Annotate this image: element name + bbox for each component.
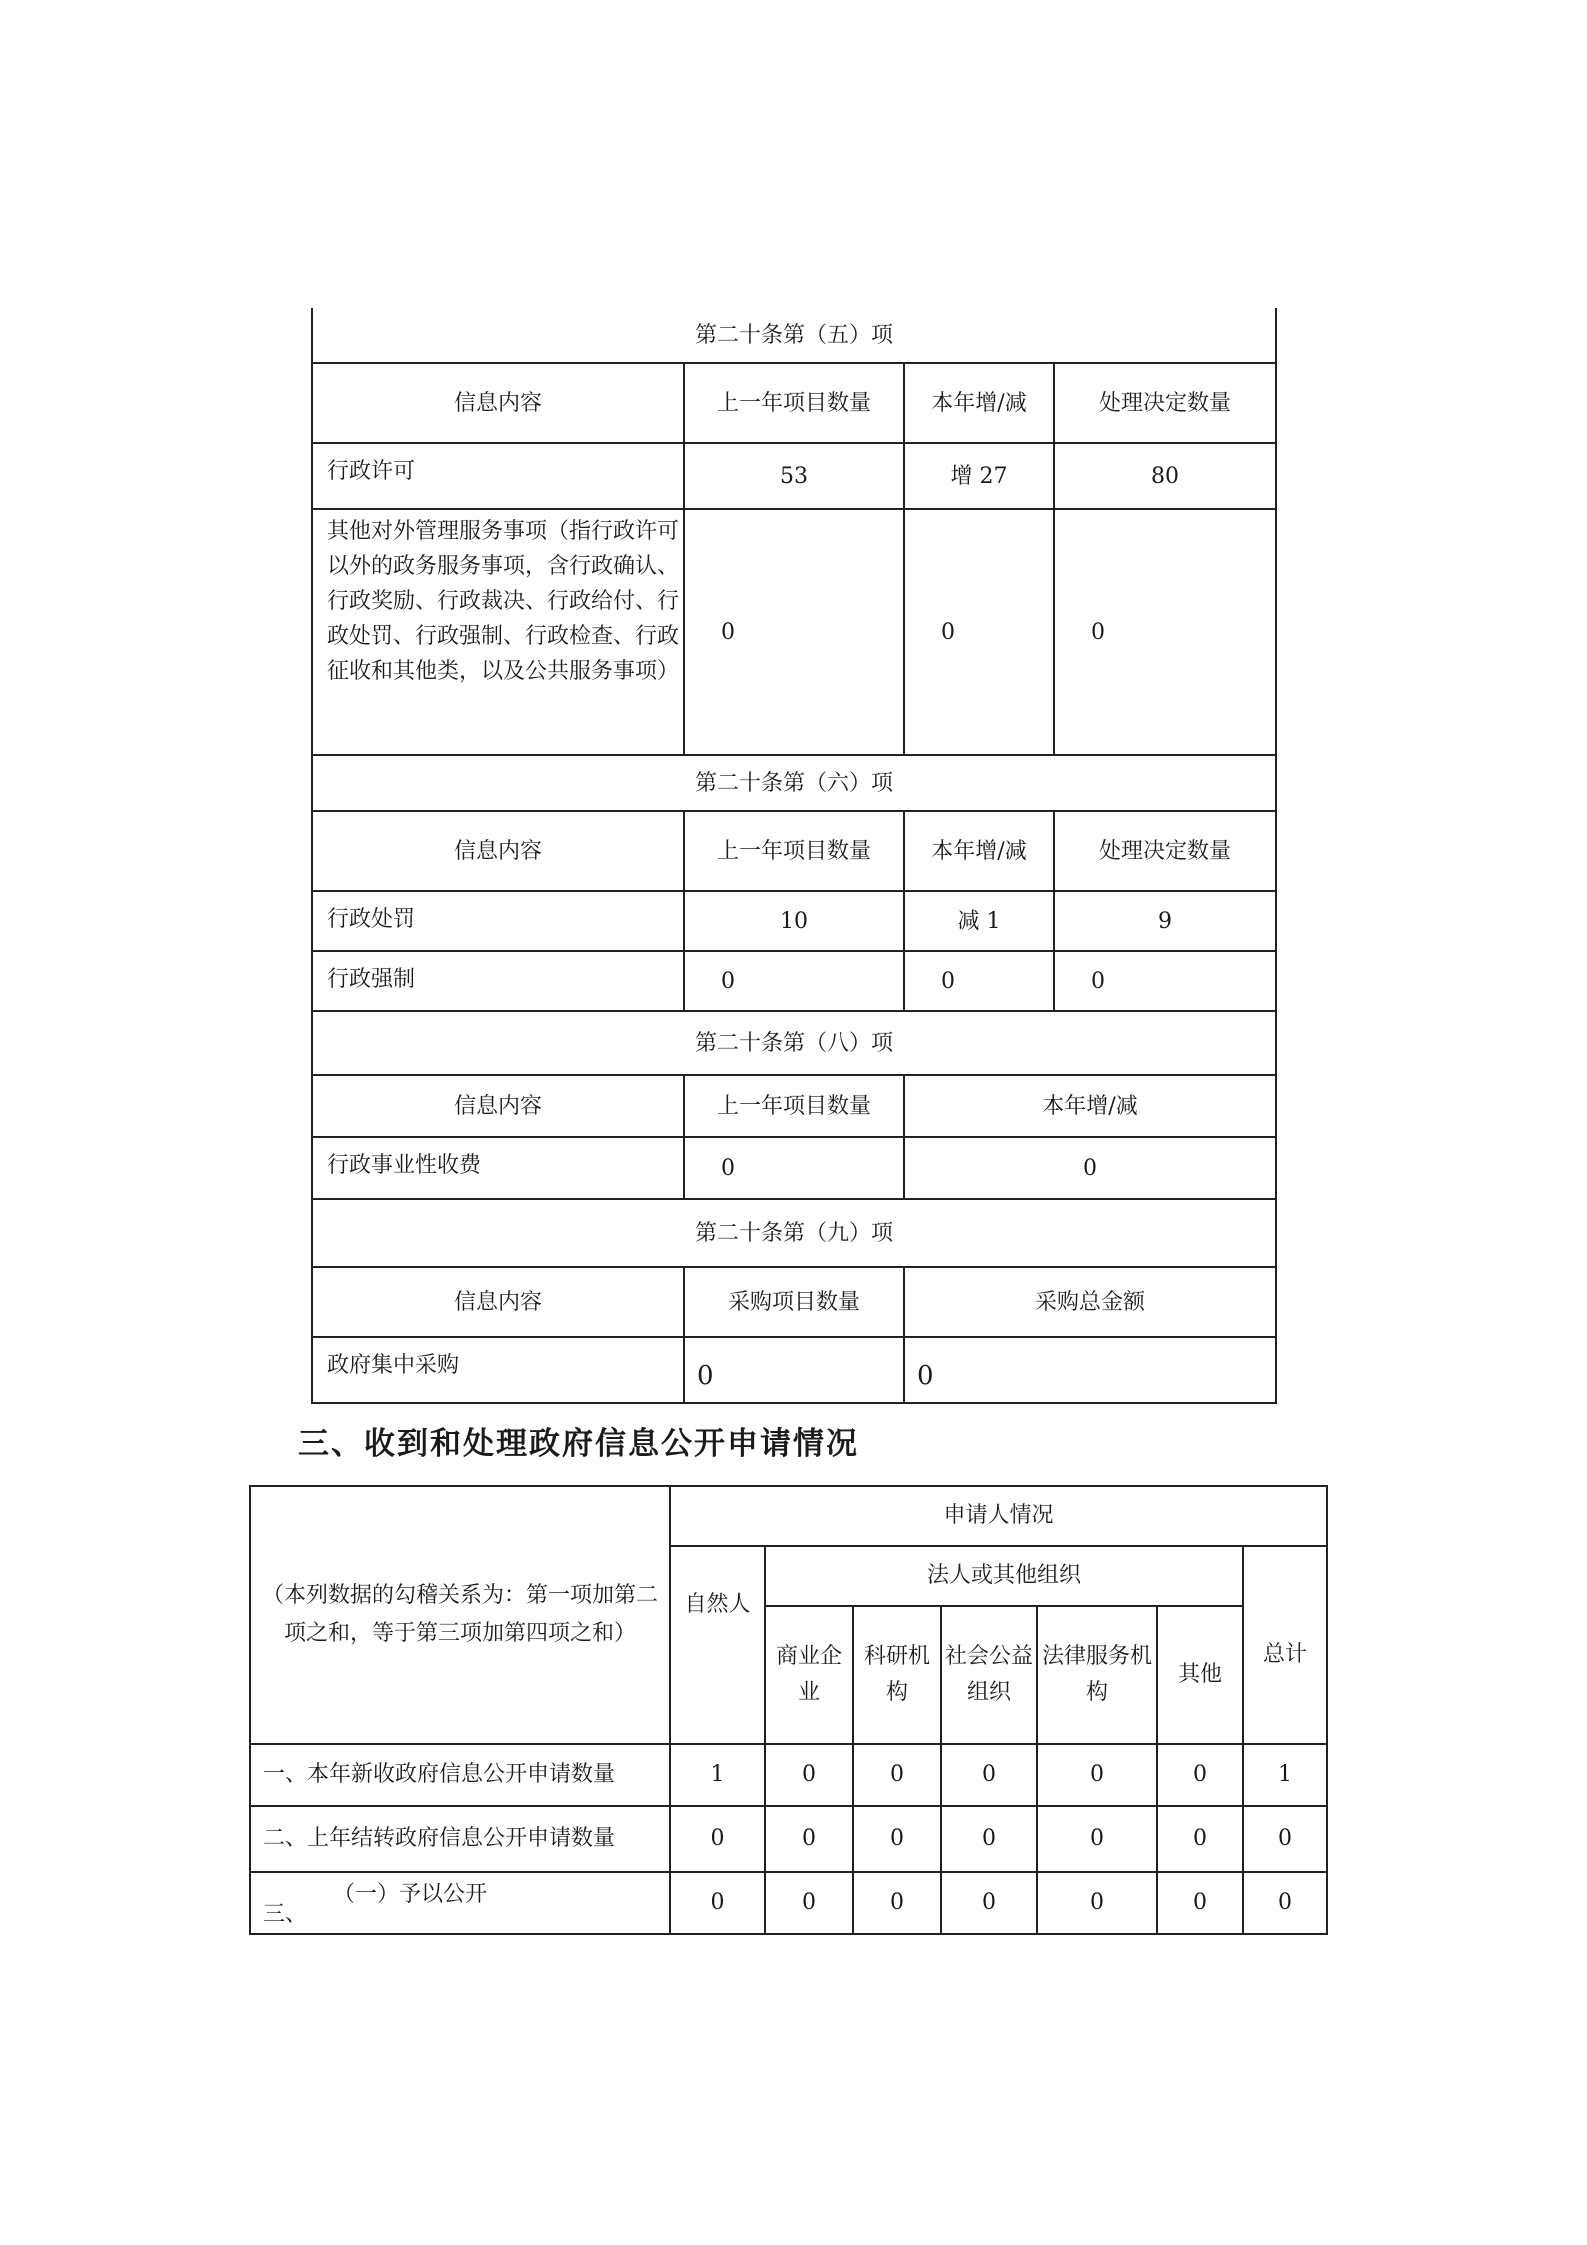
cell-value: 0 [941, 1744, 1037, 1806]
sec6-header-change: 本年增/减 [904, 811, 1054, 891]
header-research: 科研机构 [853, 1606, 941, 1744]
sec9-header-row [312, 1267, 1276, 1337]
header-legal-service: 法律服务机构 [1037, 1606, 1157, 1744]
row3-prefix: 三、 [263, 1902, 308, 1927]
table-row [250, 1744, 1327, 1806]
sec8-header-prev: 上一年项目数量 [684, 1075, 904, 1137]
applicant-header-row [250, 1486, 1327, 1546]
sec6-title-row [312, 755, 1276, 811]
cell-value: 0 [684, 1137, 904, 1199]
application-table [249, 1485, 1328, 1935]
cell-value: 0 [684, 509, 904, 755]
cell-value: 0 [684, 951, 904, 1011]
cell-value: 0 [853, 1744, 941, 1806]
cell-value: 0 [904, 1137, 1276, 1199]
cell-value: 0 [853, 1872, 941, 1934]
cell-value: 0 [904, 1337, 1276, 1403]
cell-value: 0 [941, 1806, 1037, 1872]
sec8-header-info: 信息内容 [312, 1075, 684, 1137]
sec9-header-count: 采购项目数量 [684, 1267, 904, 1337]
row-label: 政府集中采购 [312, 1337, 684, 1403]
legal-group-header: 法人或其他组织 [765, 1546, 1243, 1606]
table-row [312, 443, 1276, 509]
cell-value: 0 [670, 1872, 765, 1934]
section-heading: 三、收到和处理政府信息公开申请情况 [298, 1426, 859, 1462]
total-header: 总计 [1243, 1546, 1327, 1744]
sec6-header-decision: 处理决定数量 [1054, 811, 1276, 891]
sec5-header-info: 信息内容 [312, 363, 684, 443]
sec5-title: 第二十条第（五）项 [312, 308, 1276, 363]
sec9-header-info: 信息内容 [312, 1267, 684, 1337]
row-label: 行政许可 [312, 443, 684, 509]
cell-value: 1 [670, 1744, 765, 1806]
row-label: 行政事业性收费 [312, 1137, 684, 1199]
row3-label: （一）予以公开 [333, 1882, 488, 1907]
table-row [312, 1337, 1276, 1403]
cell-value: 0 [904, 509, 1054, 755]
cell-value: 0 [1243, 1806, 1327, 1872]
cell-value: 0 [1037, 1744, 1157, 1806]
cell-value: 0 [1157, 1806, 1243, 1872]
cell-value: 53 [684, 443, 904, 509]
cell-value: 增 27 [904, 443, 1054, 509]
cell-value: 0 [684, 1337, 904, 1403]
note-cell: （本列数据的勾稽关系为：第一项加第二项之和，等于第三项加第四项之和） [250, 1486, 670, 1744]
sec6-header-prev: 上一年项目数量 [684, 811, 904, 891]
sec9-title: 第二十条第（九）项 [312, 1199, 1276, 1267]
cell-value: 减 1 [904, 891, 1054, 951]
sec8-header-change: 本年增/减 [904, 1075, 1276, 1137]
table-row [250, 1872, 1327, 1934]
cell-value: 0 [765, 1806, 853, 1872]
row-label: 二、上年结转政府信息公开申请数量 [250, 1806, 670, 1872]
row-label: 其他对外管理服务事项（指行政许可以外的政务服务事项，含行政确认、行政奖励、行政裁决、行政给付、行政处罚、行政强制、行政检查、行政征收和其他类，以及公共服务事项） [312, 509, 684, 755]
sec5-header-change: 本年增/减 [904, 363, 1054, 443]
cell-value: 10 [684, 891, 904, 951]
sec9-title-row [312, 1199, 1276, 1267]
applicant-header: 申请人情况 [670, 1486, 1327, 1546]
cell-value: 0 [765, 1872, 853, 1934]
cell-value: 0 [1054, 951, 1276, 1011]
sec8-title-row [312, 1011, 1276, 1075]
header-commercial: 商业企业 [765, 1606, 853, 1744]
table-row [312, 1137, 1276, 1199]
sec5-title-row [312, 308, 1276, 363]
sec5-header-prev: 上一年项目数量 [684, 363, 904, 443]
cell-value: 0 [670, 1806, 765, 1872]
table-row [312, 509, 1276, 755]
cell-value: 1 [1243, 1744, 1327, 1806]
table-row [250, 1806, 1327, 1872]
cell-value: 0 [1054, 509, 1276, 755]
cell-value: 0 [1037, 1872, 1157, 1934]
table-row [312, 891, 1276, 951]
header-other: 其他 [1157, 1606, 1243, 1744]
row-label: 一、本年新收政府信息公开申请数量 [250, 1744, 670, 1806]
sec8-header-row [312, 1075, 1276, 1137]
sec9-header-amount: 采购总金额 [904, 1267, 1276, 1337]
cell-value: 9 [1054, 891, 1276, 951]
row-label: 行政处罚 [312, 891, 684, 951]
cell-value: 0 [1037, 1806, 1157, 1872]
cell-value: 0 [765, 1744, 853, 1806]
cell-value: 80 [1054, 443, 1276, 509]
cell-value: 0 [1243, 1872, 1327, 1934]
cell-value: 0 [904, 951, 1054, 1011]
sec8-title: 第二十条第（八）项 [312, 1011, 1276, 1075]
cell-value: 0 [853, 1806, 941, 1872]
sec5-header-decision: 处理决定数量 [1054, 363, 1276, 443]
sec6-title: 第二十条第（六）项 [312, 755, 1276, 811]
sec6-header-row [312, 811, 1276, 891]
row-label [250, 1872, 670, 1934]
header-public-welfare: 社会公益组织 [941, 1606, 1037, 1744]
natural-person-header: 自然人 [670, 1546, 765, 1744]
article20-table [311, 308, 1277, 1404]
row-label: 行政强制 [312, 951, 684, 1011]
sec5-header-row [312, 363, 1276, 443]
cell-value: 0 [1157, 1872, 1243, 1934]
sec6-header-info: 信息内容 [312, 811, 684, 891]
cell-value: 0 [941, 1872, 1037, 1934]
table-row [312, 951, 1276, 1011]
cell-value: 0 [1157, 1744, 1243, 1806]
